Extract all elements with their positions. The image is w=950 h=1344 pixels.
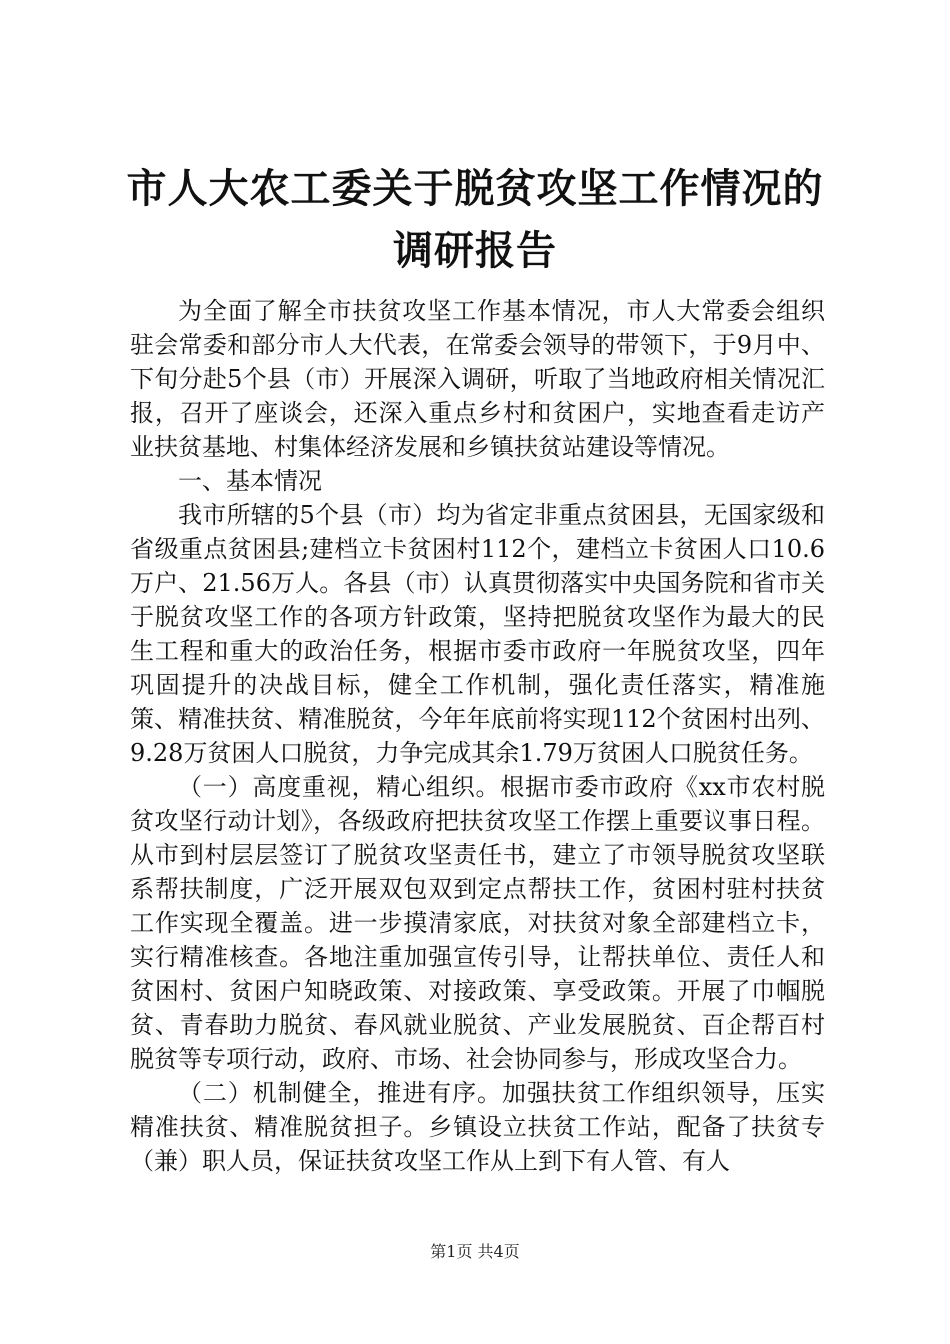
document-body bbox=[130, 294, 825, 1178]
paragraph-intro: 为全面了解全市扶贫攻坚工作基本情况，市人大常委会组织驻会常委和部分市人大代表，在常委会领导的带领下，于9月中、下旬分赴5个县（市）开展深入调研，听取了当地政府相关情况汇报，召开了座谈会，还深入重点乡村和贫困户，实地查看走访产业扶贫基地、村集体经济发展和乡镇扶贫站建设等情况。 bbox=[130, 297, 825, 461]
paragraph-basic-situation: 我市所辖的5个县（市）均为省定非重点贫困县，无国家级和省级重点贫困县;建档立卡贫困村112个，建档立卡贫困人口10.6万户、21.56万人。各县（市）认真贯彻落实中央国务院和省市关于脱贫攻坚工作的各项方针政策，坚持把脱贫攻坚作为最大的民生工程和重大的政治任务，根据市委市政府一年脱贫攻坚，四年巩固提升的决战目标，健全工作机制，强化责任落实，精准施策、精准扶贫、精准脱贫，今年年底前将实现112个贫困村出列、9.28万贫困人口脱贫，力争完成其余1.79万贫困人口脱贫任务。 bbox=[130, 501, 825, 767]
document-title: 市人大农工委关于脱贫攻坚工作情况的调研报告 bbox=[126, 165, 824, 274]
section-heading-basic-situation: 一、基本情况 bbox=[178, 467, 322, 495]
paragraph-subsection-1: （一）高度重视，精心组织。根据市委市政府《xx市农村脱贫攻坚行动计划》，各级政府把扶贫攻坚工作摆上重要议事日程。从市到村层层签订了脱贫攻坚责任书，建立了市领导脱贫攻坚联系帮扶制度，广泛开展双包双到定点帮扶工作，贫困村驻村扶贫工作实现全覆盖。进一步摸清家底，对扶贫对象全部建档立卡，实行精准核查。各地注重加强宣传引导，让帮扶单位、责任人和贫困村、贫困户知晓政策、对接政策、享受政策。开展了巾帼脱贫、青春助力脱贫、春风就业脱贫、产业发展脱贫、百企帮百村脱贫等专项行动，政府、市场、社会协同参与，形成攻坚合力。 bbox=[130, 773, 825, 1073]
page-footer: 第1页 共4页 bbox=[430, 1242, 520, 1261]
paragraph-subsection-2: （二）机制健全，推进有序。加强扶贫工作组织领导，压实精准扶贫、精准脱贫担子。乡镇设立扶贫工作站，配备了扶贫专（兼）职人员，保证扶贫攻坚工作从上到下有人管、有人 bbox=[130, 1079, 825, 1175]
